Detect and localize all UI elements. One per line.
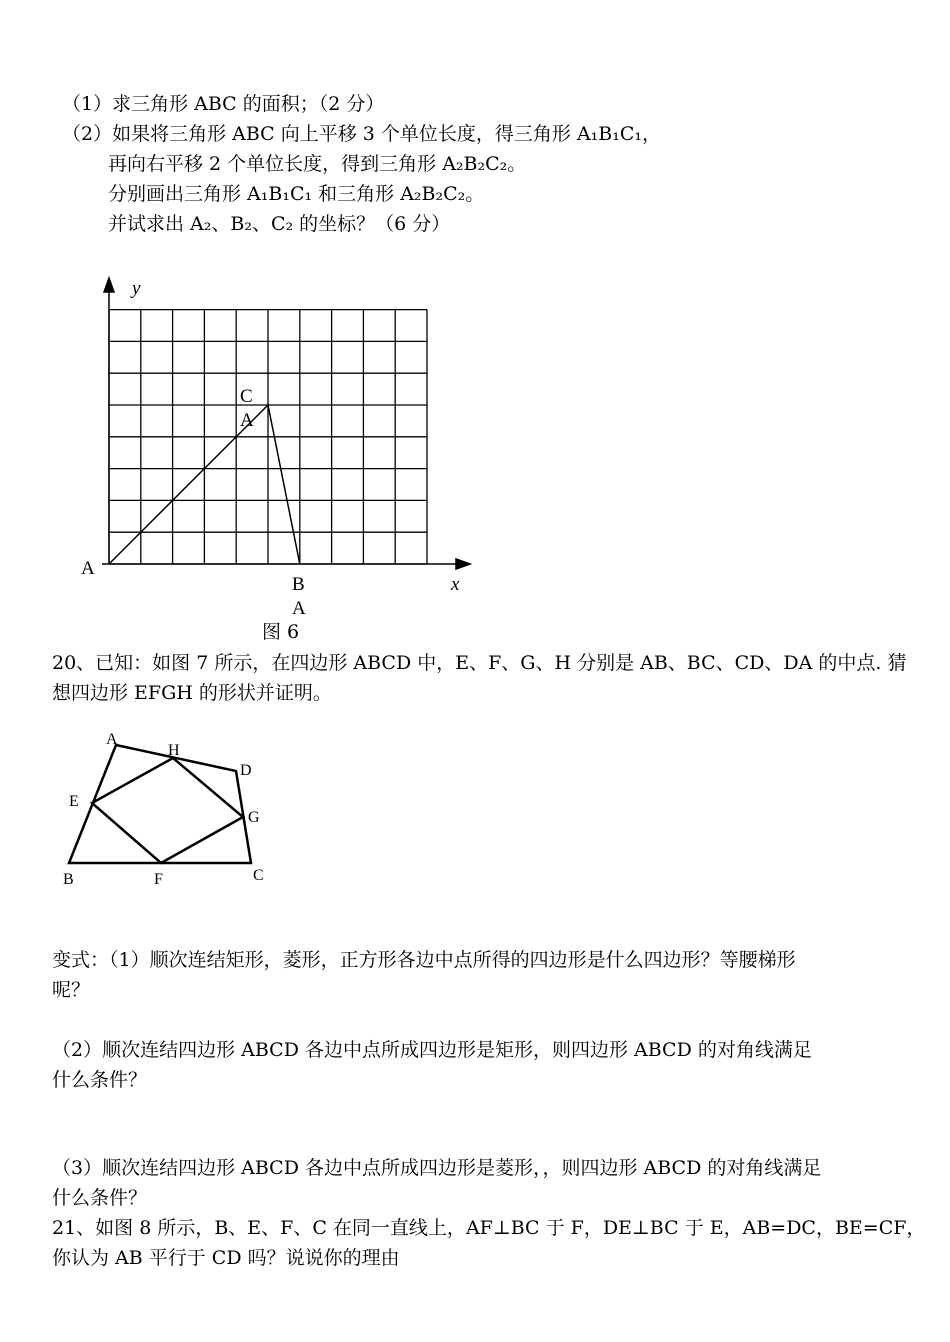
q19-part1: （1）求三角形 ABC 的面积；（2 分） xyxy=(62,93,385,115)
fig7-label-h: H xyxy=(168,742,180,759)
fig7-label-b: B xyxy=(63,871,74,888)
label-a-under-b: A xyxy=(292,598,306,619)
label-b: B xyxy=(292,574,305,595)
label-c: C xyxy=(240,386,253,407)
label-a-origin: A xyxy=(81,558,95,579)
variant3-line1: （3）顺次连结四边形 ABCD 各边中点所成四边形是菱形，，则四边形 ABCD 的对角线满足 xyxy=(52,1157,822,1179)
x-axis-label: x xyxy=(451,574,460,595)
quadrilateral-abcd xyxy=(69,745,251,863)
fig7-label-c: C xyxy=(253,867,264,884)
variant1-line2: 呢？ xyxy=(52,979,91,1001)
q19-part2-line2: 再向右平移 2 个单位长度，得到三角形 A₂B₂C₂。 xyxy=(108,153,527,175)
q19-part2-line1: （2）如果将三角形 ABC 向上平移 3 个单位长度，得三角形 A₁B₁C₁， xyxy=(62,123,662,145)
fig7-label-d: D xyxy=(240,762,252,779)
y-axis-label: y xyxy=(132,278,141,299)
q21-line1: 21、如图 8 所示，B、E、F、C 在同一直线上，AF⊥BC 于 F，DE⊥BC 于 E，AB=DC，BE=CF， xyxy=(52,1217,926,1239)
q19-part2-line3: 分别画出三角形 A₁B₁C₁ 和三角形 A₂B₂C₂。 xyxy=(108,183,485,205)
variant2-line1: （2）顺次连结四边形 ABCD 各边中点所成四边形是矩形，则四边形 ABCD 的对角线满足 xyxy=(52,1039,812,1061)
figure6-caption: 图 6 xyxy=(262,621,300,643)
fig7-label-a: A xyxy=(106,731,118,748)
fig7-label-f: F xyxy=(154,871,163,888)
q19-part2-line4: 并试求出 A₂、B₂、C₂ 的坐标？（6 分） xyxy=(108,213,451,235)
variant3-line2: 什么条件？ xyxy=(52,1187,148,1209)
quadrilateral-efgh xyxy=(92,758,243,863)
label-a-under-c: A xyxy=(240,410,254,431)
q20-line2: 想四边形 EFGH 的形状并证明。 xyxy=(52,682,332,704)
fig7-label-e: E xyxy=(69,793,79,810)
variant2-line2: 什么条件？ xyxy=(52,1069,148,1091)
fig7-label-g: G xyxy=(248,809,260,826)
q21-line2: 你认为 AB 平行于 CD 吗？说说你的理由 xyxy=(52,1247,400,1269)
q20-line1: 20、已知：如图 7 所示，在四边形 ABCD 中，E、F、G、H 分别是 AB、BC、CD、DA 的中点. 猜 xyxy=(52,652,907,674)
variant1-line1: 变式：（1）顺次连结矩形，菱形，正方形各边中点所得的四边形是什么四边形？等腰梯形 xyxy=(52,949,796,971)
